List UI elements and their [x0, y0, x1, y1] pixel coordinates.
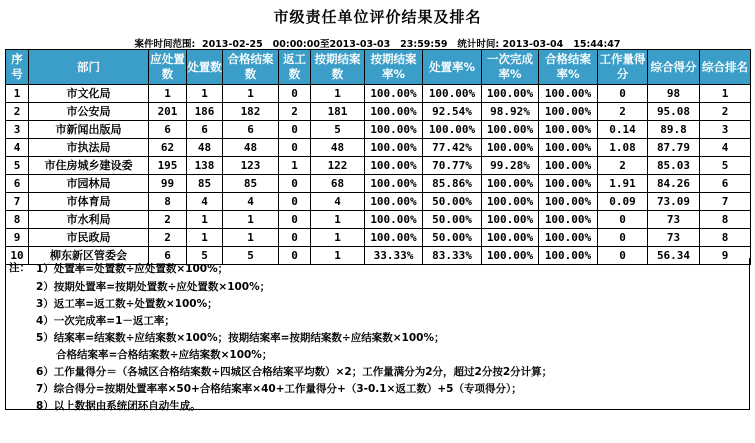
table-cell: 市园林局 [29, 175, 149, 193]
table-cell: 50.00% [423, 211, 482, 229]
column-header: 合格结案率% [539, 50, 598, 85]
table-cell: 100.00% [539, 175, 598, 193]
table-cell: 0 [279, 139, 311, 157]
table-cell: 181 [311, 103, 365, 121]
table-cell: 2 [598, 103, 648, 121]
table-cell: 62 [149, 139, 187, 157]
table-cell: 100.00% [365, 229, 423, 247]
table-cell: 98.92% [482, 103, 539, 121]
range-end-date: 2013-03-03 [329, 39, 391, 50]
table-cell: 182 [223, 103, 279, 121]
table-cell: 10 [6, 247, 29, 265]
table-cell: 6 [149, 121, 187, 139]
table-cell: 市执法局 [29, 139, 149, 157]
table-cell: 市文化局 [29, 85, 149, 103]
stat-date: 2013-03-04 [502, 39, 564, 50]
table-cell: 33.33% [365, 247, 423, 265]
table-header-row [6, 50, 751, 85]
stat-time: 15:44:47 [573, 39, 621, 50]
table-cell: 89.8 [648, 121, 700, 139]
column-header: 合格结案数 [223, 50, 279, 85]
table-cell: 100.00% [482, 229, 539, 247]
table-cell: 99 [149, 175, 187, 193]
table-cell: 100.00% [482, 247, 539, 265]
table-row [6, 85, 751, 103]
table-cell: 95.08 [648, 103, 700, 121]
table-cell: 3 [700, 121, 751, 139]
table-cell: 0 [279, 175, 311, 193]
table-cell: 100.00% [482, 121, 539, 139]
table-cell: 85.86% [423, 175, 482, 193]
table-cell: 8 [700, 211, 751, 229]
table-cell: 4 [700, 139, 751, 157]
range-end-time: 23:59:59 [400, 39, 448, 50]
table-row [6, 211, 751, 229]
table-cell: 5 [223, 247, 279, 265]
table-cell: 100.00% [539, 139, 598, 157]
table-cell: 138 [187, 157, 223, 175]
table-cell: 2 [149, 229, 187, 247]
table-cell: 100.00% [482, 193, 539, 211]
table-cell: 100.00% [482, 175, 539, 193]
table-cell: 85.03 [648, 157, 700, 175]
table-cell: 100.00% [482, 139, 539, 157]
table-cell: 195 [149, 157, 187, 175]
table-cell: 8 [6, 211, 29, 229]
table-cell: 77.42% [423, 139, 482, 157]
column-header: 应处置数 [149, 50, 187, 85]
table-cell: 100.00% [539, 229, 598, 247]
table-cell: 6 [149, 247, 187, 265]
table-cell: 100.00% [539, 247, 598, 265]
table-row [6, 103, 751, 121]
column-header: 综合得分 [648, 50, 700, 85]
table-cell: 市民政局 [29, 229, 149, 247]
table-cell: 100.00% [365, 211, 423, 229]
table-cell: 1 [311, 211, 365, 229]
note-line-5: 5）结案率=结案数÷应结案数×100%；按期结案率=按期结案数÷应结案数×100%； [36, 332, 445, 344]
table-cell: 100.00% [365, 121, 423, 139]
table-cell: 83.33% [423, 247, 482, 265]
table-cell: 0 [279, 229, 311, 247]
table-cell: 100.00% [365, 157, 423, 175]
table-cell: 100.00% [423, 121, 482, 139]
table-cell: 6 [6, 175, 29, 193]
table-cell: 1 [6, 85, 29, 103]
table-cell: 85 [187, 175, 223, 193]
table-cell: 7 [6, 193, 29, 211]
table-cell: 市新闻出版局 [29, 121, 149, 139]
table-cell: 市体育局 [29, 193, 149, 211]
table-cell: 6 [223, 121, 279, 139]
table-cell: 0 [279, 121, 311, 139]
note-line-3: 3）返工率=返工数÷处置数×100%； [36, 298, 218, 310]
table-cell: 100.00% [539, 103, 598, 121]
table-cell: 2 [149, 211, 187, 229]
table-cell: 市住房城乡建设委 [29, 157, 149, 175]
table-cell: 2 [700, 103, 751, 121]
stat-label: 统计时间: [457, 39, 500, 50]
table-cell: 1.08 [598, 139, 648, 157]
table-cell: 100.00% [365, 193, 423, 211]
table-cell: 0 [598, 211, 648, 229]
table-cell: 48 [187, 139, 223, 157]
table-cell: 100.00% [539, 193, 598, 211]
table-cell: 48 [311, 139, 365, 157]
table-cell: 1.91 [598, 175, 648, 193]
table-cell: 122 [311, 157, 365, 175]
table-cell: 100.00% [539, 211, 598, 229]
table-cell: 4 [223, 193, 279, 211]
notes-prefix: 注： [9, 262, 30, 274]
table-cell: 9 [6, 229, 29, 247]
column-header: 按期结案数 [311, 50, 365, 85]
table-cell: 0.14 [598, 121, 648, 139]
table-cell: 0 [598, 229, 648, 247]
table-cell: 5 [187, 247, 223, 265]
table-cell: 50.00% [423, 193, 482, 211]
table-cell: 0 [279, 211, 311, 229]
table-cell: 100.00% [365, 175, 423, 193]
table-cell: 84.26 [648, 175, 700, 193]
table-cell: 1 [187, 211, 223, 229]
table-cell: 68 [311, 175, 365, 193]
table-cell: 1 [223, 229, 279, 247]
table-body [6, 85, 751, 265]
table-cell: 8 [149, 193, 187, 211]
table-cell: 3 [6, 121, 29, 139]
table-cell: 1 [311, 229, 365, 247]
evaluation-table [5, 49, 751, 265]
table-cell: 98 [648, 85, 700, 103]
table-cell: 48 [223, 139, 279, 157]
column-header: 按期结案率% [365, 50, 423, 85]
table-row [6, 229, 751, 247]
note-line-2: 2）按期处置率=按期处置数÷应处置数×100%； [36, 281, 271, 293]
table-cell: 73.09 [648, 193, 700, 211]
table-row [6, 157, 751, 175]
note-line-5b: 合格结案率=合格结案数÷应结案数×100%； [56, 349, 273, 361]
table-cell: 1 [187, 85, 223, 103]
table-cell: 100.00% [539, 85, 598, 103]
table-cell: 1 [279, 157, 311, 175]
table-cell: 73 [648, 229, 700, 247]
table-cell: 100.00% [423, 85, 482, 103]
table-row [6, 175, 751, 193]
range-start-date: 2013-02-25 [201, 39, 263, 50]
table-cell: 100.00% [365, 139, 423, 157]
note-line-4: 4）一次完成率=1－返工率； [36, 315, 175, 327]
column-header: 处置数 [187, 50, 223, 85]
table-cell: 56.34 [648, 247, 700, 265]
table-cell: 市水利局 [29, 211, 149, 229]
table-cell: 2 [279, 103, 311, 121]
note-line-7: 7）综合得分=按期处置率率×50+合格结案率×40+工作量得分+（3-0.1×返工数）+5（专项得分）； [36, 383, 522, 395]
table-cell: 2 [6, 103, 29, 121]
column-header: 处置率% [423, 50, 482, 85]
table-cell: 99.28% [482, 157, 539, 175]
table-cell: 1 [700, 85, 751, 103]
notes-section [5, 258, 750, 410]
table-cell: 1 [187, 229, 223, 247]
range-label: 案件时间范围: [134, 39, 196, 50]
table-cell: 1 [149, 85, 187, 103]
table-cell: 186 [187, 103, 223, 121]
table-cell: 85 [223, 175, 279, 193]
table-cell: 1 [311, 85, 365, 103]
table-cell: 0 [598, 85, 648, 103]
table-cell: 0.09 [598, 193, 648, 211]
table-cell: 73 [648, 211, 700, 229]
table-cell: 0 [279, 85, 311, 103]
note-line-6: 6）工作量得分＝（各城区合格结案数÷四城区合格结案平均数）×2；工作量满分为2分，超过2分按2分计算； [36, 366, 553, 378]
table-cell: 5 [6, 157, 29, 175]
table-cell: 1 [223, 85, 279, 103]
column-header: 工作量得分 [598, 50, 648, 85]
table-cell: 4 [187, 193, 223, 211]
table-cell: 5 [700, 157, 751, 175]
table-cell: 2 [598, 157, 648, 175]
table-cell: 100.00% [365, 85, 423, 103]
table-row [6, 139, 751, 157]
table-cell: 9 [700, 247, 751, 265]
report-meta [0, 36, 755, 50]
table-row [6, 193, 751, 211]
table-cell: 92.54% [423, 103, 482, 121]
table-cell: 6 [700, 175, 751, 193]
table-cell: 1 [223, 211, 279, 229]
table-cell: 0 [279, 247, 311, 265]
column-header: 序号 [6, 50, 29, 85]
table-cell: 4 [311, 193, 365, 211]
column-header: 返工数 [279, 50, 311, 85]
table-cell: 4 [6, 139, 29, 157]
table-cell: 0 [598, 247, 648, 265]
note-line-1: 1）处置率=处置数÷应处置数×100%； [36, 263, 229, 275]
table-cell: 100.00% [539, 121, 598, 139]
table-cell: 100.00% [365, 103, 423, 121]
table-cell: 0 [279, 193, 311, 211]
table-cell: 100.00% [482, 211, 539, 229]
table-cell: 87.79 [648, 139, 700, 157]
table-cell: 70.77% [423, 157, 482, 175]
table-row [6, 121, 751, 139]
note-line-8: 8）以上数据由系统闭环自动生成。 [36, 400, 201, 412]
column-header: 部门 [29, 50, 149, 85]
table-cell: 123 [223, 157, 279, 175]
report-title: 市级责任单位评价结果及排名 [273, 8, 482, 26]
column-header: 综合排名 [700, 50, 751, 85]
table-cell: 201 [149, 103, 187, 121]
table-cell: 市公安局 [29, 103, 149, 121]
table-cell: 1 [311, 247, 365, 265]
range-start-time: 00:00:00 [272, 39, 320, 50]
table-cell: 柳东新区管委会 [29, 247, 149, 265]
range-separator: 至 [319, 39, 330, 50]
table-cell: 100.00% [482, 85, 539, 103]
table-cell: 6 [187, 121, 223, 139]
table-cell: 8 [700, 229, 751, 247]
column-header: 一次完成率% [482, 50, 539, 85]
table-cell: 100.00% [539, 157, 598, 175]
table-cell: 50.00% [423, 229, 482, 247]
table-cell: 5 [311, 121, 365, 139]
table-cell: 7 [700, 193, 751, 211]
